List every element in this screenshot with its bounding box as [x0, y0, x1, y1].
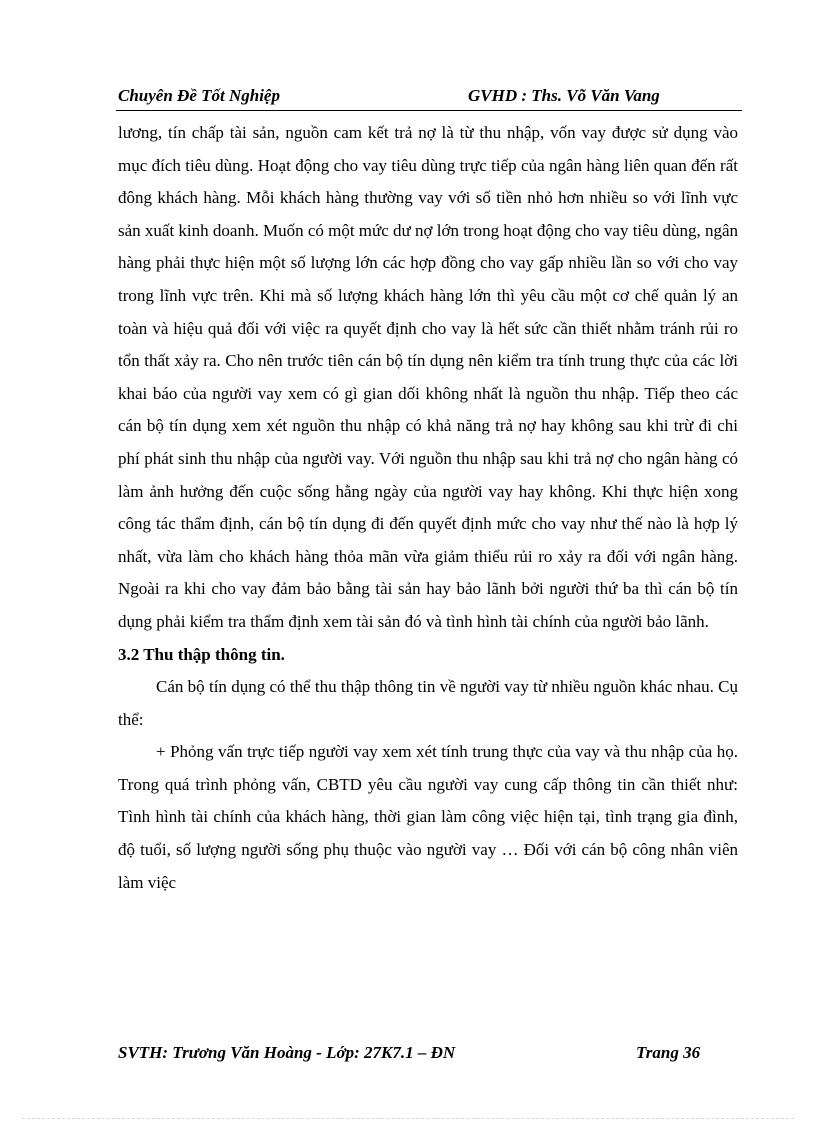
page-number: Trang 36 [636, 1043, 701, 1062]
body-paragraph: + Phỏng vấn trực tiếp người vay xem xét tính trung thực của vay và thu nhập của họ. Trong quá trình phỏng vấn, CBTD yêu cầu người vay cung cấp thông tin cần thiết như: Tình hình tài chính của khách hàng, thời gian làm công việc hiện tại, tình trạng gia đình, độ tuổi, số lượng người sống phụ thuộc vào người vay … Đối với cán bộ công nhân viên làm việc [118, 742, 738, 892]
page-body [118, 117, 738, 899]
body-paragraph: lương, tín chấp tài sản, nguồn cam kết trả nợ là từ thu nhập, vốn vay được sử dụng vào mục đích tiêu dùng. Hoạt động cho vay tiêu dùng trực tiếp của ngân hàng liên quan đến rất đông khách hàng. Mỗi khách hàng thường vay với số tiền nhỏ hơn nhiều so với lĩnh vực sản xuất kinh doanh. Muốn có một mức dư nợ lớn trong hoạt động cho vay tiêu dùng, ngân hàng phải thực hiện một số lượng lớn các hợp đồng cho vay gấp nhiều lần so với cho vay trong lĩnh vực trên. Khi mà số lượng khách hàng lớn thì yêu cầu một cơ chế quản lý an toàn và hiệu quả đối với việc ra quyết định cho vay là hết sức cần thiết nhằm tránh rủi ro tổn thất xảy ra. Cho nên trước tiên cán bộ tín dụng nên kiểm tra tính trung thực của các lời khai báo của người vay xem có gì gian dối không nhất là nguồn thu nhập. Tiếp theo các cán bộ tín dụng xem xét nguồn thu nhập có khả năng trả nợ hay không sau khi trừ đi chi phí phát sinh thu nhập của người vay. Với nguồn thu nhập sau khi trả nợ cho ngân hàng có làm ảnh hưởng đến cuộc sống hằng ngày của người vay hay không. Khi thực hiện xong công tác thẩm định, cán bộ tín dụng đi đến quyết định mức cho vay như thế nào là hợp lý nhất, vừa làm cho khách hàng thỏa mãn vừa giảm thiểu rủi ro xảy ra đối với ngân hàng. Ngoài ra khi cho vay đảm bảo bằng tài sản hay bảo lãnh bởi người thứ ba thì cán bộ tín dụng phải kiểm tra thẩm định xem tài sản đó và tình hình tài chính của người bảo lãnh. [118, 123, 738, 631]
footer-author: SVTH: Trương Văn Hoàng - Lớp: 27K7.1 – ĐN [118, 1043, 456, 1062]
section-heading: 3.2 Thu thập thông tin. [118, 644, 285, 664]
body-paragraph: Cán bộ tín dụng có thể thu thập thông tin về người vay từ nhiều nguồn khác nhau. Cụ thể: [118, 677, 738, 729]
page-edge-divider [22, 1118, 794, 1119]
header-advisor: GVHD : Ths. Võ Văn Vang [468, 86, 660, 105]
header-title: Chuyên Đề Tốt Nghiệp [118, 86, 280, 105]
page-header [116, 84, 742, 111]
